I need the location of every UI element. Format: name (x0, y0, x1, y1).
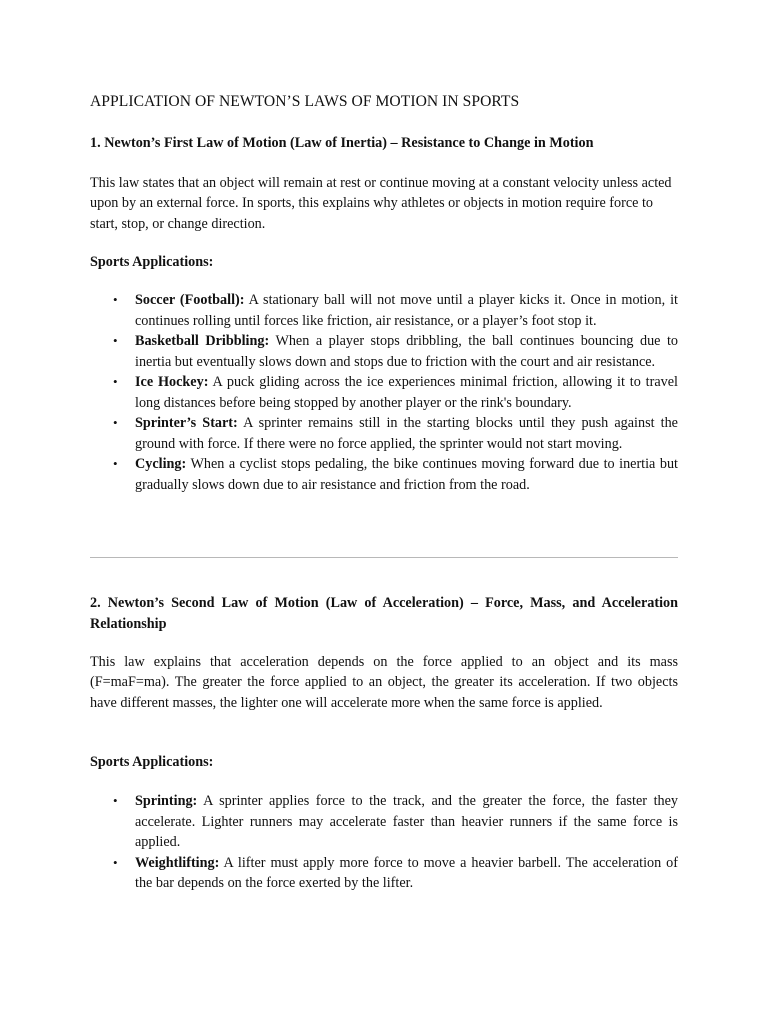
bullet-text: A sprinter applies force to the track, and the greater the force, the faster they accelerate. Lighter runners may accelerate faster than heavier runners if the same force is applied. (135, 793, 678, 850)
bullet-text: A sprinter remains still in the starting blocks until they push against the ground with force. If there were no force applied, the sprinter would not start moving. (135, 415, 678, 452)
section-1-heading: 1. Newton’s First Law of Motion (Law of Inertia) – Resistance to Change in Motion (90, 135, 594, 151)
bullet-icon: • (113, 854, 118, 870)
list-item (90, 791, 678, 853)
section-2-intro: This law explains that acceleration depends on the force applied to an object and its mass (F=maF=ma). The greater the force applied to an object, the greater its acceleration. If two objects have different masses, the lighter one will accelerate more when the same force is applied. (90, 654, 678, 711)
bullet-text: When a player stops dribbling, the ball continues bouncing due to inertia but eventually slows down and stops due to friction with the court and air resistance. (135, 333, 679, 370)
bullet-label: Cycling: (135, 456, 187, 472)
bullet-text: A lifter must apply more force to move a heavier barbell. The acceleration of the bar depends on the force exerted by the lifter. (135, 854, 678, 891)
bullet-text: A puck gliding across the ice experiences minimal friction, allowing it to travel long distances before being stopped by another player or the rink's boundary. (135, 374, 678, 411)
list-item (90, 413, 678, 454)
document-title: APPLICATION OF NEWTON’S LAWS OF MOTION IN SPORTS (90, 93, 520, 110)
bullet-text: A stationary ball will not move until a player kicks it. Once in motion, it continues rolling until forces like friction, air resistance, or a player’s foot stop it. (135, 292, 678, 329)
bullet-icon: • (113, 333, 118, 348)
list-item (90, 331, 678, 372)
list-item (90, 853, 678, 894)
section-2-heading: 2. Newton’s Second Law of Motion (Law of Acceleration) – Force, Mass, and Acceleration Relationship (90, 595, 678, 632)
bullet-icon: • (113, 456, 118, 471)
section-1-subheading: Sports Applications: (90, 254, 214, 270)
bullet-label: Weightlifting: (135, 854, 220, 871)
section-2-bullet-list (90, 791, 678, 894)
bullet-icon: • (113, 793, 118, 808)
list-item (90, 454, 678, 495)
list-item (90, 372, 678, 413)
section-divider (90, 557, 678, 558)
bullet-label: Basketball Dribbling: (135, 333, 270, 349)
section-1-bullet-list (90, 290, 678, 495)
bullet-label: Ice Hockey: (135, 374, 209, 390)
bullet-icon: • (113, 415, 118, 430)
bullet-label: Sprinter’s Start: (135, 415, 238, 431)
section-2-subheading: Sports Applications: (90, 754, 214, 770)
bullet-label: Sprinting: (135, 793, 198, 809)
bullet-icon: • (113, 374, 118, 389)
bullet-text: When a cyclist stops pedaling, the bike continues moving forward due to inertia but gradually slows down due to air resistance and friction from the road. (135, 456, 678, 493)
bullet-label: Soccer (Football): (135, 292, 245, 308)
bullet-icon: • (113, 292, 118, 307)
section-1-intro: This law states that an object will remain at rest or continue moving at a constant velocity unless acted upon by an external force. In sports, this explains why athletes or objects in motion require force to start, stop, or change direction. (90, 175, 672, 232)
list-item (90, 290, 678, 331)
